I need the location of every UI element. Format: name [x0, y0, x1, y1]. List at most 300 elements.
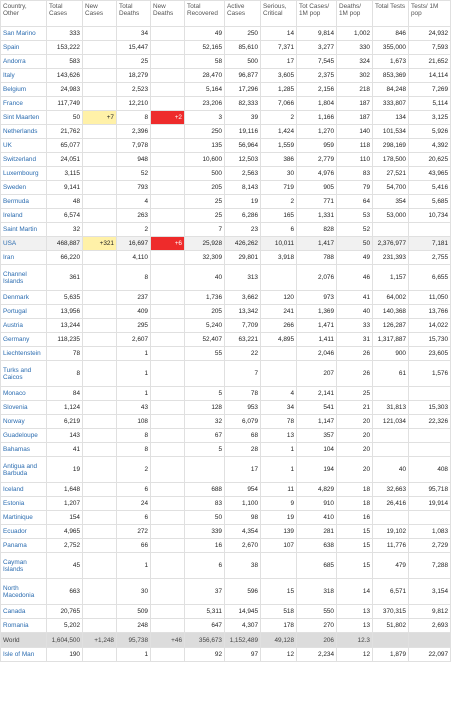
cell-cases-per-1m: 104	[297, 443, 337, 457]
column-header-deaths-per-1m[interactable]: Deaths/ 1M pop	[337, 1, 373, 27]
cell-new-cases	[83, 483, 117, 497]
cell-total-cases: 468,887	[47, 237, 83, 251]
country-link[interactable]: Bahamas	[1, 443, 47, 457]
country-link[interactable]: Ireland	[1, 209, 47, 223]
cell-cases-per-1m: 2,156	[297, 83, 337, 97]
cell-total-tests: 64,002	[373, 291, 409, 305]
cell-total-tests: 354	[373, 195, 409, 209]
cell-cases-per-1m: 194	[297, 457, 337, 483]
cell-total-recovered: 25,928	[185, 237, 225, 251]
cell-new-deaths	[151, 525, 185, 539]
cell-new-deaths	[151, 539, 185, 553]
cell-total-deaths: 7,978	[117, 139, 151, 153]
cell-new-deaths	[151, 69, 185, 83]
cell-deaths-per-1m: 20	[337, 443, 373, 457]
cell-serious: 14	[261, 27, 297, 41]
table-row	[1, 333, 451, 347]
cell-serious: 10,011	[261, 237, 297, 251]
column-header-cases-per-1m[interactable]: Tot Cases/ 1M pop	[297, 1, 337, 27]
cell-total-cases: 65,077	[47, 139, 83, 153]
country-link[interactable]: Estonia	[1, 497, 47, 511]
cell-total-deaths: 8	[117, 111, 151, 125]
cell-total-cases: 154	[47, 511, 83, 525]
cell-total-tests: 121,034	[373, 415, 409, 429]
cell-active-cases: 8,143	[225, 181, 261, 195]
cell-total-tests: 51,802	[373, 619, 409, 633]
cell-tests-per-1m: 2,755	[409, 251, 451, 265]
cell-total-cases: 9,141	[47, 181, 83, 195]
cell-cases-per-1m: 270	[297, 619, 337, 633]
cell-deaths-per-1m: 118	[337, 139, 373, 153]
cell-tests-per-1m: 15,303	[409, 401, 451, 415]
cell-total-tests: 61	[373, 361, 409, 387]
cell-new-deaths: +2	[151, 111, 185, 125]
cell-deaths-per-1m: 46	[337, 265, 373, 291]
country-link[interactable]: France	[1, 97, 47, 111]
cell-total-tests: 6,571	[373, 579, 409, 605]
cell-total-deaths: 1	[117, 387, 151, 401]
cell-total-deaths: 52	[117, 167, 151, 181]
table-row	[1, 27, 451, 41]
cell-new-cases	[83, 251, 117, 265]
cell-total-deaths: 2,396	[117, 125, 151, 139]
country-link[interactable]: Austria	[1, 319, 47, 333]
cell-active-cases: 4,354	[225, 525, 261, 539]
column-header-new-deaths[interactable]: New Deaths	[151, 1, 185, 27]
country-link[interactable]: Denmark	[1, 291, 47, 305]
cell-cases-per-1m: 2,234	[297, 648, 337, 662]
cell-tests-per-1m: 3,125	[409, 111, 451, 125]
cell-total-tests: 1,317,887	[373, 333, 409, 347]
cell-tests-per-1m: 23,605	[409, 347, 451, 361]
cell-cases-per-1m: 2,375	[297, 69, 337, 83]
country-link[interactable]: UK	[1, 139, 47, 153]
country-link[interactable]: Cayman Islands	[1, 553, 47, 579]
country-link[interactable]: Saint Martin	[1, 223, 47, 237]
table-row	[1, 605, 451, 619]
cell-total-deaths: 1	[117, 553, 151, 579]
cell-total-deaths: 95,738	[117, 633, 151, 648]
cell-new-deaths	[151, 347, 185, 361]
cell-cases-per-1m: 206	[297, 633, 337, 648]
cell-serious: 30	[261, 167, 297, 181]
table-row	[1, 153, 451, 167]
cell-tests-per-1m: 408	[409, 457, 451, 483]
cell-new-cases	[83, 333, 117, 347]
country-link[interactable]: Germany	[1, 333, 47, 347]
country-link[interactable]: Canada	[1, 605, 47, 619]
country-link[interactable]: Netherlands	[1, 125, 47, 139]
cell-active-cases: 56,964	[225, 139, 261, 153]
country-link[interactable]: Martinique	[1, 511, 47, 525]
country-link[interactable]: Sint Maarten	[1, 111, 47, 125]
cell-cases-per-1m: 1,411	[297, 333, 337, 347]
cell-total-cases: 8	[47, 361, 83, 387]
cell-cases-per-1m: 638	[297, 539, 337, 553]
country-link[interactable]: North Macedonia	[1, 579, 47, 605]
cell-cases-per-1m: 2,076	[297, 265, 337, 291]
cell-tests-per-1m: 24,932	[409, 27, 451, 41]
table-row	[1, 125, 451, 139]
cell-deaths-per-1m: 40	[337, 305, 373, 319]
cell-new-deaths	[151, 97, 185, 111]
cell-serious	[261, 265, 297, 291]
cell-total-recovered: 25	[185, 195, 225, 209]
cell-total-deaths: 8	[117, 265, 151, 291]
column-header-total-recovered[interactable]: Total Recovered	[185, 1, 225, 27]
cell-serious: 13	[261, 429, 297, 443]
cell-new-deaths	[151, 361, 185, 387]
cell-cases-per-1m: 788	[297, 251, 337, 265]
cell-new-cases	[83, 27, 117, 41]
cell-new-cases	[83, 83, 117, 97]
cell-active-cases: 17,296	[225, 83, 261, 97]
country-link[interactable]: Romania	[1, 619, 47, 633]
cell-total-cases: 41	[47, 443, 83, 457]
cell-new-cases	[83, 167, 117, 181]
cell-active-cases: 96,877	[225, 69, 261, 83]
cell-deaths-per-1m: 14	[337, 579, 373, 605]
cell-serious: 15	[261, 579, 297, 605]
cell-total-tests	[373, 511, 409, 525]
cell-new-deaths	[151, 139, 185, 153]
country-link[interactable]: Sweden	[1, 181, 47, 195]
cell-cases-per-1m: 959	[297, 139, 337, 153]
cell-new-deaths	[151, 579, 185, 605]
cell-deaths-per-1m: 324	[337, 55, 373, 69]
cell-cases-per-1m: 207	[297, 361, 337, 387]
cell-total-deaths: 12,210	[117, 97, 151, 111]
cell-active-cases: 17	[225, 457, 261, 483]
cell-new-deaths	[151, 319, 185, 333]
cell-total-recovered: 23,206	[185, 97, 225, 111]
cell-deaths-per-1m: 26	[337, 361, 373, 387]
cell-new-deaths	[151, 648, 185, 662]
cell-cases-per-1m: 1,369	[297, 305, 337, 319]
cell-new-cases	[83, 429, 117, 443]
country-link[interactable]: USA	[1, 237, 47, 251]
cell-cases-per-1m: 3,277	[297, 41, 337, 55]
cell-new-cases	[83, 619, 117, 633]
cell-total-cases: 19	[47, 457, 83, 483]
country-link[interactable]: Monaco	[1, 387, 47, 401]
cell-cases-per-1m: 685	[297, 553, 337, 579]
country-link[interactable]: Guadeloupe	[1, 429, 47, 443]
country-link[interactable]: Italy	[1, 69, 47, 83]
cell-new-deaths	[151, 125, 185, 139]
cell-total-tests: 84,248	[373, 83, 409, 97]
table-row	[1, 415, 451, 429]
cell-tests-per-1m: 5,926	[409, 125, 451, 139]
cell-total-tests: 1,879	[373, 648, 409, 662]
country-link[interactable]: Norway	[1, 415, 47, 429]
cell-total-cases: 117,749	[47, 97, 83, 111]
cell-cases-per-1m: 973	[297, 291, 337, 305]
cell-tests-per-1m: 21,652	[409, 55, 451, 69]
table-row	[1, 111, 451, 125]
cell-new-deaths	[151, 209, 185, 223]
cell-new-deaths	[151, 83, 185, 97]
column-header-new-cases[interactable]: New Cases	[83, 1, 117, 27]
cell-total-deaths: 237	[117, 291, 151, 305]
cell-tests-per-1m: 11,050	[409, 291, 451, 305]
country-link[interactable]: Iceland	[1, 483, 47, 497]
cell-tests-per-1m	[409, 223, 451, 237]
cell-total-recovered: 688	[185, 483, 225, 497]
cell-new-cases	[83, 139, 117, 153]
cell-serious: 719	[261, 181, 297, 195]
country-link[interactable]: Turks and Caicos	[1, 361, 47, 387]
cell-new-cases	[83, 579, 117, 605]
cell-tests-per-1m	[409, 511, 451, 525]
cell-total-tests: 355,000	[373, 41, 409, 55]
cell-active-cases: 82,333	[225, 97, 261, 111]
cell-new-deaths	[151, 415, 185, 429]
cell-new-deaths	[151, 251, 185, 265]
cell-new-deaths	[151, 181, 185, 195]
table-row	[1, 457, 451, 483]
cell-active-cases: 2,670	[225, 539, 261, 553]
cell-total-recovered: 50	[185, 511, 225, 525]
cell-tests-per-1m	[409, 633, 451, 648]
cell-deaths-per-1m: 187	[337, 97, 373, 111]
cell-tests-per-1m: 22,326	[409, 415, 451, 429]
country-link[interactable]: Iran	[1, 251, 47, 265]
table-row	[1, 181, 451, 195]
column-header-total-tests[interactable]: Total Tests	[373, 1, 409, 27]
cell-total-deaths: 6	[117, 511, 151, 525]
column-header-serious[interactable]: Serious, Critical	[261, 1, 297, 27]
cell-new-deaths	[151, 153, 185, 167]
cell-active-cases: 39	[225, 111, 261, 125]
cell-deaths-per-1m: 330	[337, 41, 373, 55]
cell-active-cases: 85,610	[225, 41, 261, 55]
cell-new-cases	[83, 415, 117, 429]
cell-total-cases: 2,752	[47, 539, 83, 553]
cell-deaths-per-1m: 218	[337, 83, 373, 97]
cell-total-deaths: 66	[117, 539, 151, 553]
table-row	[1, 443, 451, 457]
cell-total-recovered: 5,240	[185, 319, 225, 333]
cell-tests-per-1m: 15,730	[409, 333, 451, 347]
cell-total-tests: 370,315	[373, 605, 409, 619]
cell-deaths-per-1m: 20	[337, 429, 373, 443]
cell-new-cases	[83, 291, 117, 305]
cell-serious: 1	[261, 443, 297, 457]
cell-total-tests: 31,813	[373, 401, 409, 415]
cell-total-cases: 5,202	[47, 619, 83, 633]
cell-new-cases	[83, 553, 117, 579]
column-header-total-deaths[interactable]: Total Deaths	[117, 1, 151, 27]
cell-new-deaths	[151, 333, 185, 347]
cell-total-recovered: 5,311	[185, 605, 225, 619]
cell-total-deaths: 15,447	[117, 41, 151, 55]
country-link[interactable]: Liechtenstein	[1, 347, 47, 361]
column-header-total-cases[interactable]: Total Cases	[47, 1, 83, 27]
cell-total-tests	[373, 443, 409, 457]
cell-cases-per-1m: 2,046	[297, 347, 337, 361]
cell-total-recovered: 37	[185, 579, 225, 605]
country-link[interactable]: Belgium	[1, 83, 47, 97]
cell-active-cases: 313	[225, 265, 261, 291]
country-link[interactable]: Slovenia	[1, 401, 47, 415]
cell-new-cases	[83, 41, 117, 55]
cell-total-tests: 298,169	[373, 139, 409, 153]
cell-cases-per-1m: 828	[297, 223, 337, 237]
cell-cases-per-1m: 357	[297, 429, 337, 443]
cell-tests-per-1m: 2,729	[409, 539, 451, 553]
cell-total-deaths: 2	[117, 223, 151, 237]
cell-tests-per-1m: 95,718	[409, 483, 451, 497]
table-row	[1, 41, 451, 55]
cell-total-recovered: 52,407	[185, 333, 225, 347]
cell-new-deaths: +46	[151, 633, 185, 648]
cell-total-cases: 24,983	[47, 83, 83, 97]
country-link[interactable]: Portugal	[1, 305, 47, 319]
cell-total-tests: 134	[373, 111, 409, 125]
cell-total-recovered: 92	[185, 648, 225, 662]
cell-tests-per-1m: 5,685	[409, 195, 451, 209]
cell-active-cases: 29,801	[225, 251, 261, 265]
cell-total-tests: 32,663	[373, 483, 409, 497]
cell-serious: 120	[261, 291, 297, 305]
cell-total-tests: 11,776	[373, 539, 409, 553]
cell-total-cases: 48	[47, 195, 83, 209]
cell-active-cases: 250	[225, 27, 261, 41]
cell-total-recovered: 5	[185, 443, 225, 457]
country-link[interactable]: Andorra	[1, 55, 47, 69]
column-header-tests-per-1m[interactable]: Tests/ 1M pop	[409, 1, 451, 27]
table-row	[1, 429, 451, 443]
cell-deaths-per-1m: 33	[337, 319, 373, 333]
cell-total-deaths: 509	[117, 605, 151, 619]
cell-total-deaths: 25	[117, 55, 151, 69]
cell-total-cases: 13,956	[47, 305, 83, 319]
cell-tests-per-1m: 7,593	[409, 41, 451, 55]
country-link[interactable]: San Marino	[1, 27, 47, 41]
cell-total-deaths: 16,697	[117, 237, 151, 251]
column-header-active-cases[interactable]: Active Cases	[225, 1, 261, 27]
cell-total-recovered: 40	[185, 265, 225, 291]
cell-deaths-per-1m: 187	[337, 111, 373, 125]
cell-cases-per-1m: 910	[297, 497, 337, 511]
cell-total-cases: 1,207	[47, 497, 83, 511]
cell-new-deaths	[151, 27, 185, 41]
cell-total-recovered: 52,165	[185, 41, 225, 55]
cell-cases-per-1m: 905	[297, 181, 337, 195]
cell-total-tests: 126,287	[373, 319, 409, 333]
cell-new-deaths	[151, 167, 185, 181]
cell-active-cases: 1,100	[225, 497, 261, 511]
cell-total-recovered: 55	[185, 347, 225, 361]
cell-new-deaths	[151, 401, 185, 415]
cell-total-recovered: 205	[185, 181, 225, 195]
cell-deaths-per-1m: 20	[337, 457, 373, 483]
cell-deaths-per-1m: 1,002	[337, 27, 373, 41]
cell-total-tests: 27,521	[373, 167, 409, 181]
cell-total-deaths: 1	[117, 347, 151, 361]
cell-serious: 139	[261, 525, 297, 539]
country-link[interactable]: Antigua and Barbuda	[1, 457, 47, 483]
country-link[interactable]: Ecuador	[1, 525, 47, 539]
cell-cases-per-1m: 1,270	[297, 125, 337, 139]
cell-new-deaths	[151, 429, 185, 443]
cell-total-cases: 118,235	[47, 333, 83, 347]
table-row	[1, 648, 451, 662]
cell-deaths-per-1m: 53	[337, 209, 373, 223]
cell-deaths-per-1m: 140	[337, 125, 373, 139]
cell-tests-per-1m: 22,097	[409, 648, 451, 662]
cell-new-deaths	[151, 55, 185, 69]
cell-total-tests: 333,807	[373, 97, 409, 111]
cell-new-deaths	[151, 265, 185, 291]
cell-tests-per-1m: 4,392	[409, 139, 451, 153]
table-row	[1, 387, 451, 401]
column-header-country[interactable]: Country, Other	[1, 1, 47, 27]
cell-tests-per-1m: 5,416	[409, 181, 451, 195]
cell-total-tests: 101,534	[373, 125, 409, 139]
cell-total-cases: 153,222	[47, 41, 83, 55]
country-link[interactable]: Switzerland	[1, 153, 47, 167]
cell-total-cases: 66,220	[47, 251, 83, 265]
cell-active-cases: 500	[225, 55, 261, 69]
cell-active-cases: 14,945	[225, 605, 261, 619]
cell-total-tests: 19,102	[373, 525, 409, 539]
cell-tests-per-1m: 19,914	[409, 497, 451, 511]
cell-total-cases: 78	[47, 347, 83, 361]
cell-total-deaths: 24	[117, 497, 151, 511]
cell-active-cases: 22	[225, 347, 261, 361]
cell-new-cases	[83, 195, 117, 209]
country-link[interactable]: Spain	[1, 41, 47, 55]
table-row	[1, 305, 451, 319]
table-row	[1, 139, 451, 153]
cell-serious: 78	[261, 415, 297, 429]
cell-total-cases: 4,965	[47, 525, 83, 539]
table-row	[1, 511, 451, 525]
country-link[interactable]: Panama	[1, 539, 47, 553]
cell-deaths-per-1m: 12.3	[337, 633, 373, 648]
cell-tests-per-1m: 14,022	[409, 319, 451, 333]
cell-deaths-per-1m: 302	[337, 69, 373, 83]
country-link[interactable]: Luxembourg	[1, 167, 47, 181]
country-link[interactable]: Isle of Man	[1, 648, 47, 662]
country-link[interactable]: Channel Islands	[1, 265, 47, 291]
cell-serious: 6	[261, 223, 297, 237]
table-row	[1, 167, 451, 181]
cell-total-recovered: 83	[185, 497, 225, 511]
cell-new-deaths	[151, 387, 185, 401]
cell-deaths-per-1m: 15	[337, 539, 373, 553]
cell-active-cases: 3,662	[225, 291, 261, 305]
cell-serious: 266	[261, 319, 297, 333]
cell-total-recovered: 32,309	[185, 251, 225, 265]
cell-total-recovered: 28,470	[185, 69, 225, 83]
cell-tests-per-1m: 10,734	[409, 209, 451, 223]
cell-total-recovered: 5	[185, 387, 225, 401]
country-link[interactable]: Bermuda	[1, 195, 47, 209]
cell-total-tests: 1,673	[373, 55, 409, 69]
table-row	[1, 361, 451, 387]
cell-new-cases	[83, 223, 117, 237]
cell-total-deaths: 948	[117, 153, 151, 167]
cell-active-cases: 19	[225, 195, 261, 209]
cell-total-cases: 13,244	[47, 319, 83, 333]
cell-serious: 1,424	[261, 125, 297, 139]
cell-total-cases: 3,115	[47, 167, 83, 181]
cell-cases-per-1m: 9,814	[297, 27, 337, 41]
cell-new-cases	[83, 361, 117, 387]
